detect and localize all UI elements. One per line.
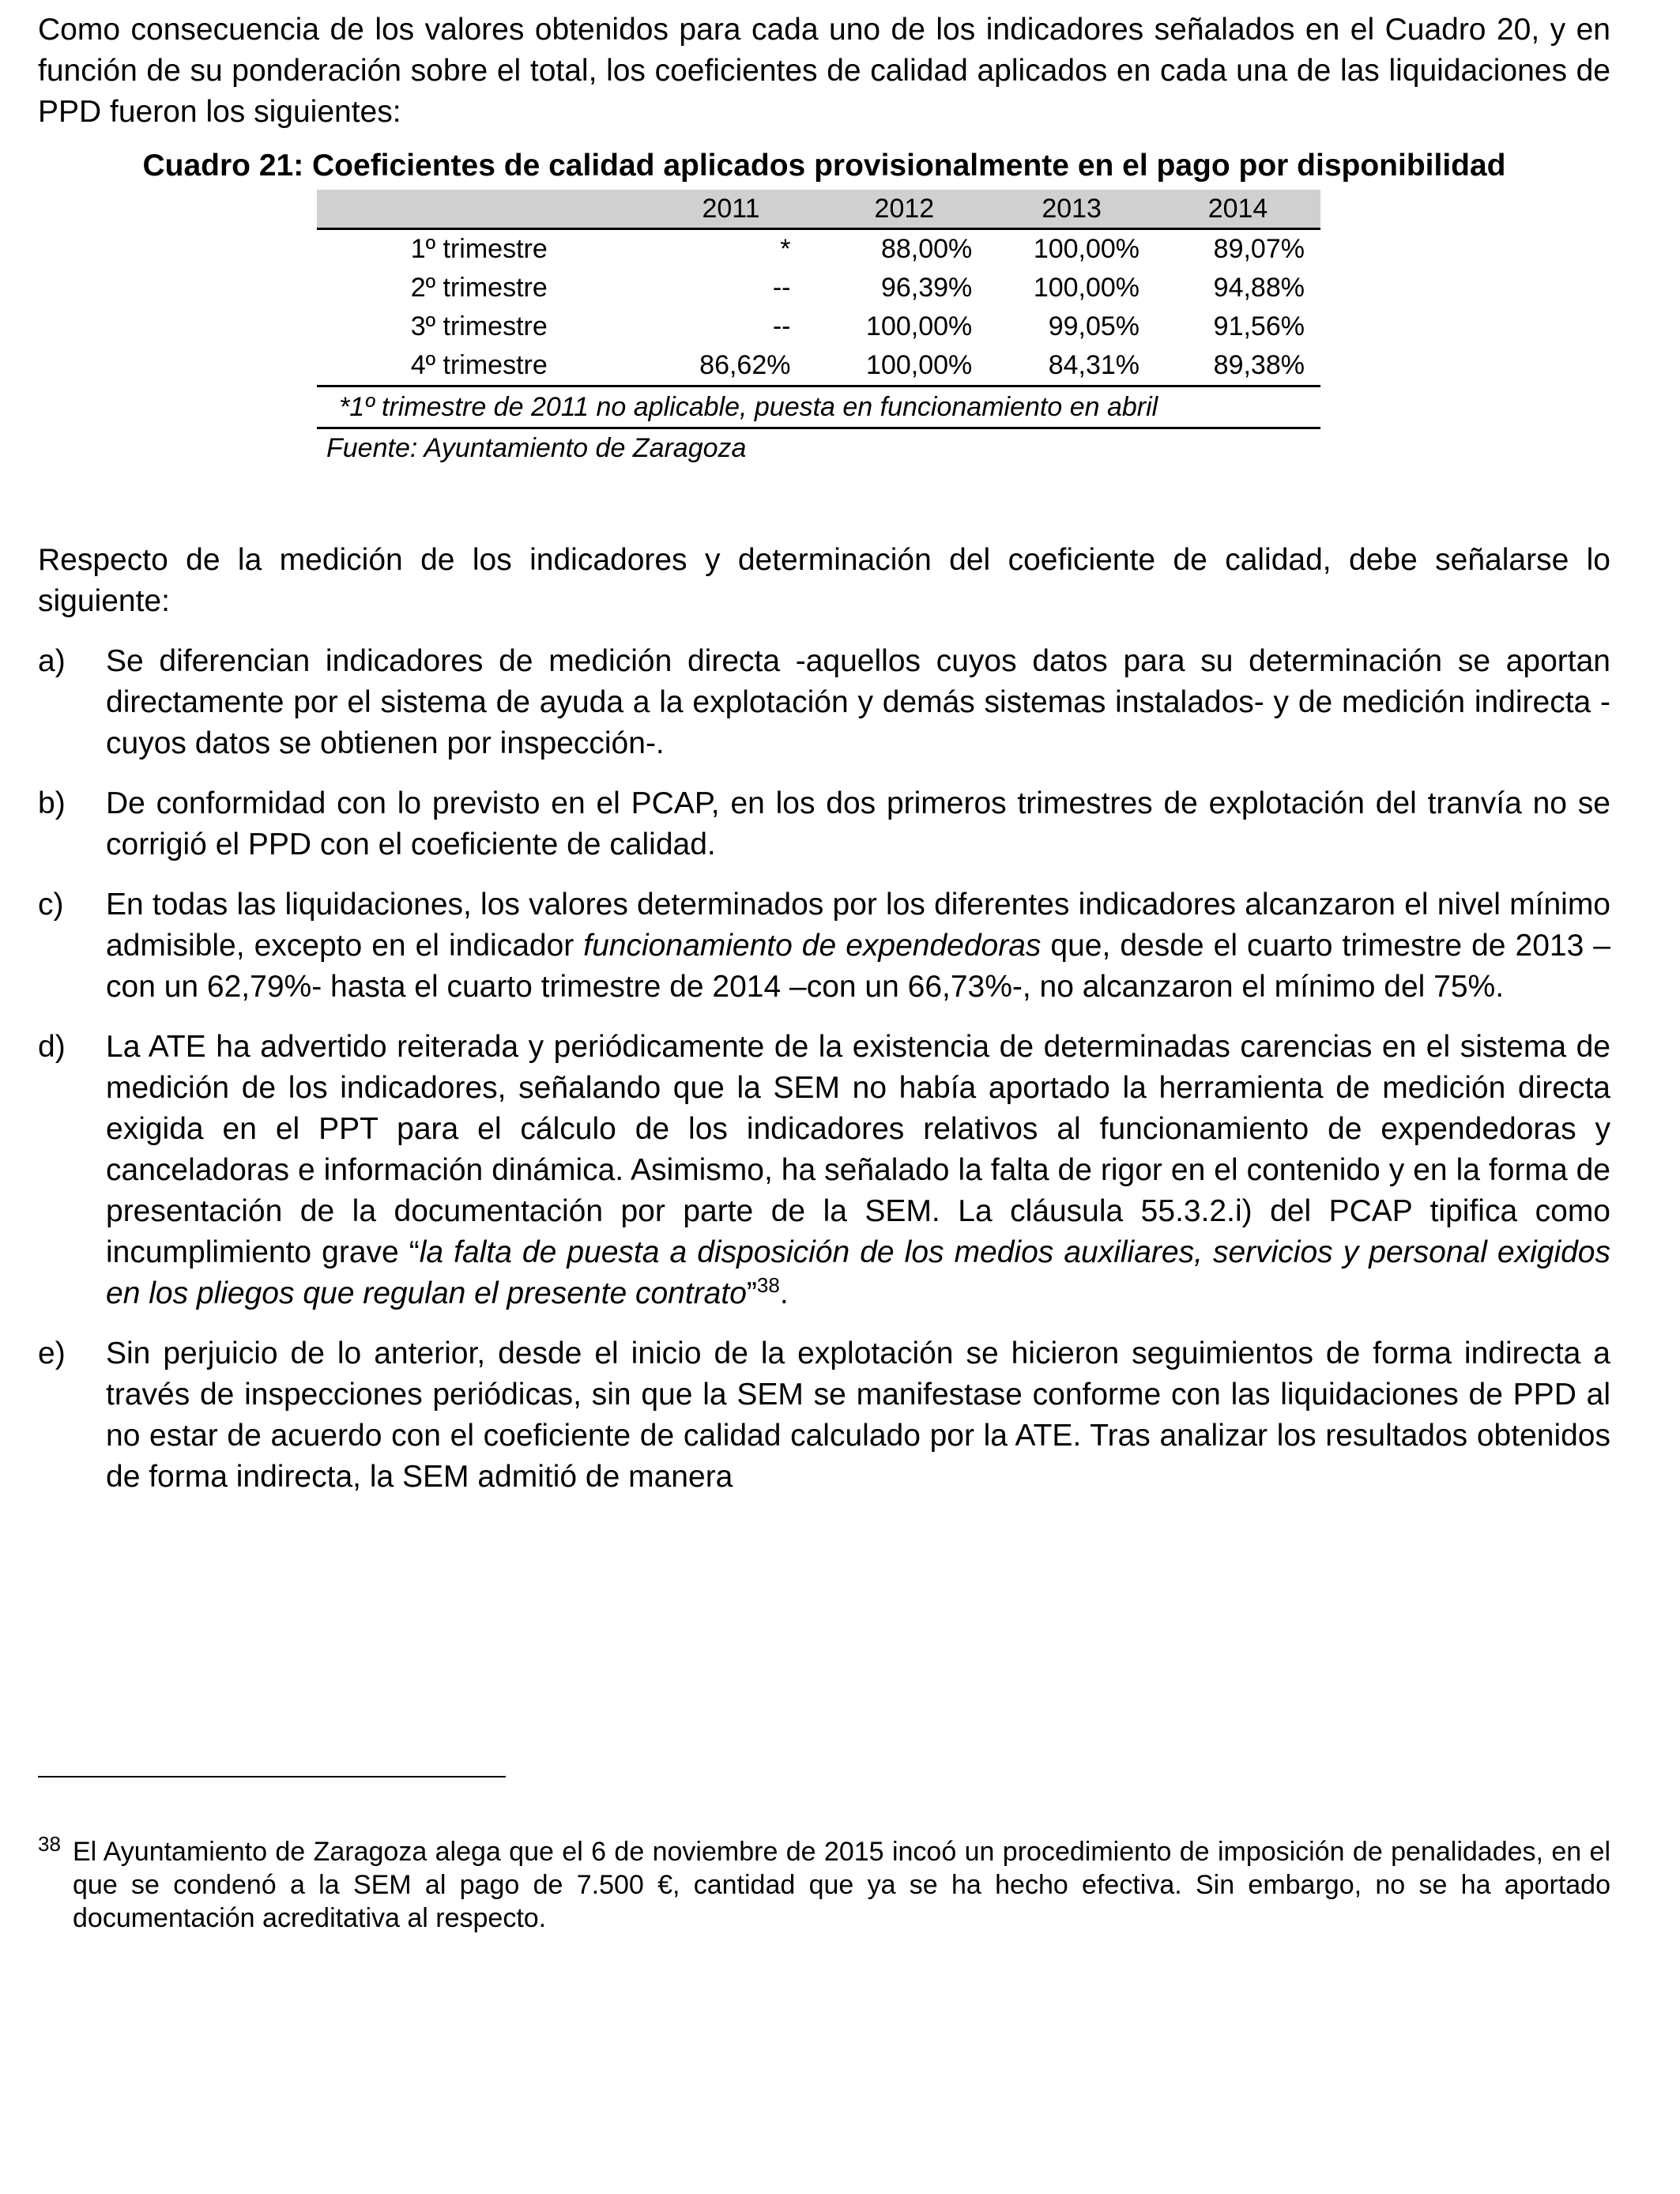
intro-paragraph: Como consecuencia de los valores obtenidos para cada uno de los indicadores señalados en el Cuadro 20, y en función de su ponderación sobre el total, los coeficientes de calidad aplicados en cada una de las liquidaciones de PPD fueron los siguientes: (38, 13, 1610, 129)
text-segment: que, desde el cuarto trimestre de 2013 –con un 62,79%- hasta el cuarto trimestre de 2014 –con un 66,73%-, no alcanzaron el mínimo del 75%. (106, 929, 1610, 1004)
table-title: Cuadro 21: Coeficientes de calidad aplicados provisionalmente en el pago por disponibilidad (142, 149, 1506, 183)
cell-value: 94,88% (1213, 273, 1305, 303)
footnote-separator (38, 1776, 506, 1777)
cell-value: 89,07% (1213, 234, 1305, 264)
cell-value: 100,00% (866, 311, 973, 341)
cell-value: 100,00% (1033, 273, 1140, 303)
second-paragraph: Respecto de la medición de los indicadores y determinación del coeficiente de calidad, debe señalarse lo siguiente: (38, 543, 1610, 618)
text-segment: . (779, 1276, 789, 1310)
row-label: 4º trimestre (317, 346, 642, 386)
footnote-number: 38 (38, 1832, 61, 1856)
cell-value: -- (772, 273, 791, 303)
list-item-text (106, 1027, 1610, 1314)
cell-value: 86,62% (642, 346, 821, 386)
italic-term: funcionamiento de expendedoras (583, 929, 1042, 963)
table-row (317, 346, 1320, 386)
header-2013: 2013 (988, 190, 1155, 229)
list-item-text: Se diferencian indicadores de medición directa -aquellos cuyos datos para su determinación se aportan directamente por el sistema de ayuda a la explotación y demás sistemas instalados- y de medición indirecta -cuyos datos se obtienen por inspección-. (106, 644, 1610, 760)
list-marker: b) (38, 786, 66, 820)
text-segment: En todas las liquidaciones, los valores determinados por los diferentes indicadores alcanzaron el nivel mínimo admisible, excepto en el indicador (106, 888, 1610, 963)
cell-value: 99,05% (1048, 311, 1140, 341)
row-label: 1º trimestre (410, 234, 548, 264)
list-item-e (38, 1333, 1610, 1498)
row-label: 2º trimestre (410, 273, 548, 303)
italic-quote: la falta de puesta a disposición de los medios auxiliares, servicios y personal exigidos en los pliegos que regulan el presente contrato (106, 1235, 1610, 1310)
cell-value: -- (772, 311, 791, 341)
footnote-text: El Ayuntamiento de Zaragoza alega que el 6 de noviembre de 2015 incoó un procedimiento de imposición de penalidades, en el que se condenó a la SEM al pago de 7.500 €, cantidad que ya se ha hecho efectiva. Sin embargo, no se ha aportado documentación acreditativa al respecto. (73, 1837, 1610, 1933)
cell-value: 91,56% (1213, 311, 1305, 341)
row-label: 3º trimestre (410, 311, 548, 341)
list-item-c (38, 884, 1610, 1008)
text-segment: La ATE ha advertido reiterada y periódicamente de la existencia de determinadas carencias en el sistema de medición de los indicadores, señalando que la SEM no había aportado la herramienta de medición directa exigida en el PPT para el cálculo de los indicadores relativos al funcionamiento de expendedoras y canceladoras e información dinámica. Asimismo, ha señalado la falta de rigor en el contenido y en la forma de presentación de la documentación por parte de la SEM. La cláusula 55.3.2.i) del PCAP tipifica como incumplimiento grave “ (106, 1030, 1610, 1269)
list-item-text (106, 884, 1610, 1008)
cell-value: 84,31% (988, 346, 1155, 386)
list-marker: a) (38, 644, 66, 678)
list-marker: d) (38, 1030, 66, 1064)
document-page (38, 9, 1610, 1498)
quality-coefficients-table (317, 190, 1320, 387)
cell-value: 96,39% (880, 273, 973, 303)
table-header-row (317, 190, 1320, 229)
table-row (317, 307, 1320, 346)
findings-list (38, 641, 1610, 1498)
cell-value: 88,00% (880, 234, 973, 264)
header-2012: 2012 (820, 190, 988, 229)
list-item-d (38, 1027, 1610, 1314)
table-note: *1º trimestre de 2011 no aplicable, puesta en funcionamiento en abril (317, 387, 1320, 429)
text-segment: ” (746, 1276, 757, 1310)
list-item-text: De conformidad con lo previsto en el PCAP, en los dos primeros trimestres de explotación del tranvía no se corrigió el PPD con el coeficiente de calidad. (106, 786, 1610, 861)
table-source: Fuente: Ayuntamiento de Zaragoza (326, 433, 747, 463)
footnote (38, 1832, 1610, 1935)
table-row (317, 269, 1320, 307)
header-2014: 2014 (1155, 190, 1320, 229)
cell-value: 89,38% (1155, 346, 1320, 386)
footnote-ref[interactable]: 38 (756, 1273, 780, 1297)
list-item-b (38, 783, 1610, 865)
header-2011: 2011 (642, 190, 821, 229)
list-marker: c) (38, 888, 64, 922)
list-marker: e) (38, 1336, 66, 1370)
cell-value: 100,00% (820, 346, 988, 386)
list-item-a (38, 641, 1610, 764)
header-empty (317, 190, 642, 229)
table-row (317, 229, 1320, 270)
list-item-text: Sin perjuicio de lo anterior, desde el inicio de la explotación se hicieron seguimientos de forma indirecta a través de inspecciones periódicas, sin que la SEM se manifestase conforme con las liquidaciones de PPD al no estar de acuerdo con el coeficiente de calidad calculado por la ATE. Tras analizar los resultados obtenidos de forma indirecta, la SEM admitió de manera (106, 1336, 1610, 1494)
cell-value: * (780, 234, 791, 264)
cell-value: 100,00% (1033, 234, 1140, 264)
